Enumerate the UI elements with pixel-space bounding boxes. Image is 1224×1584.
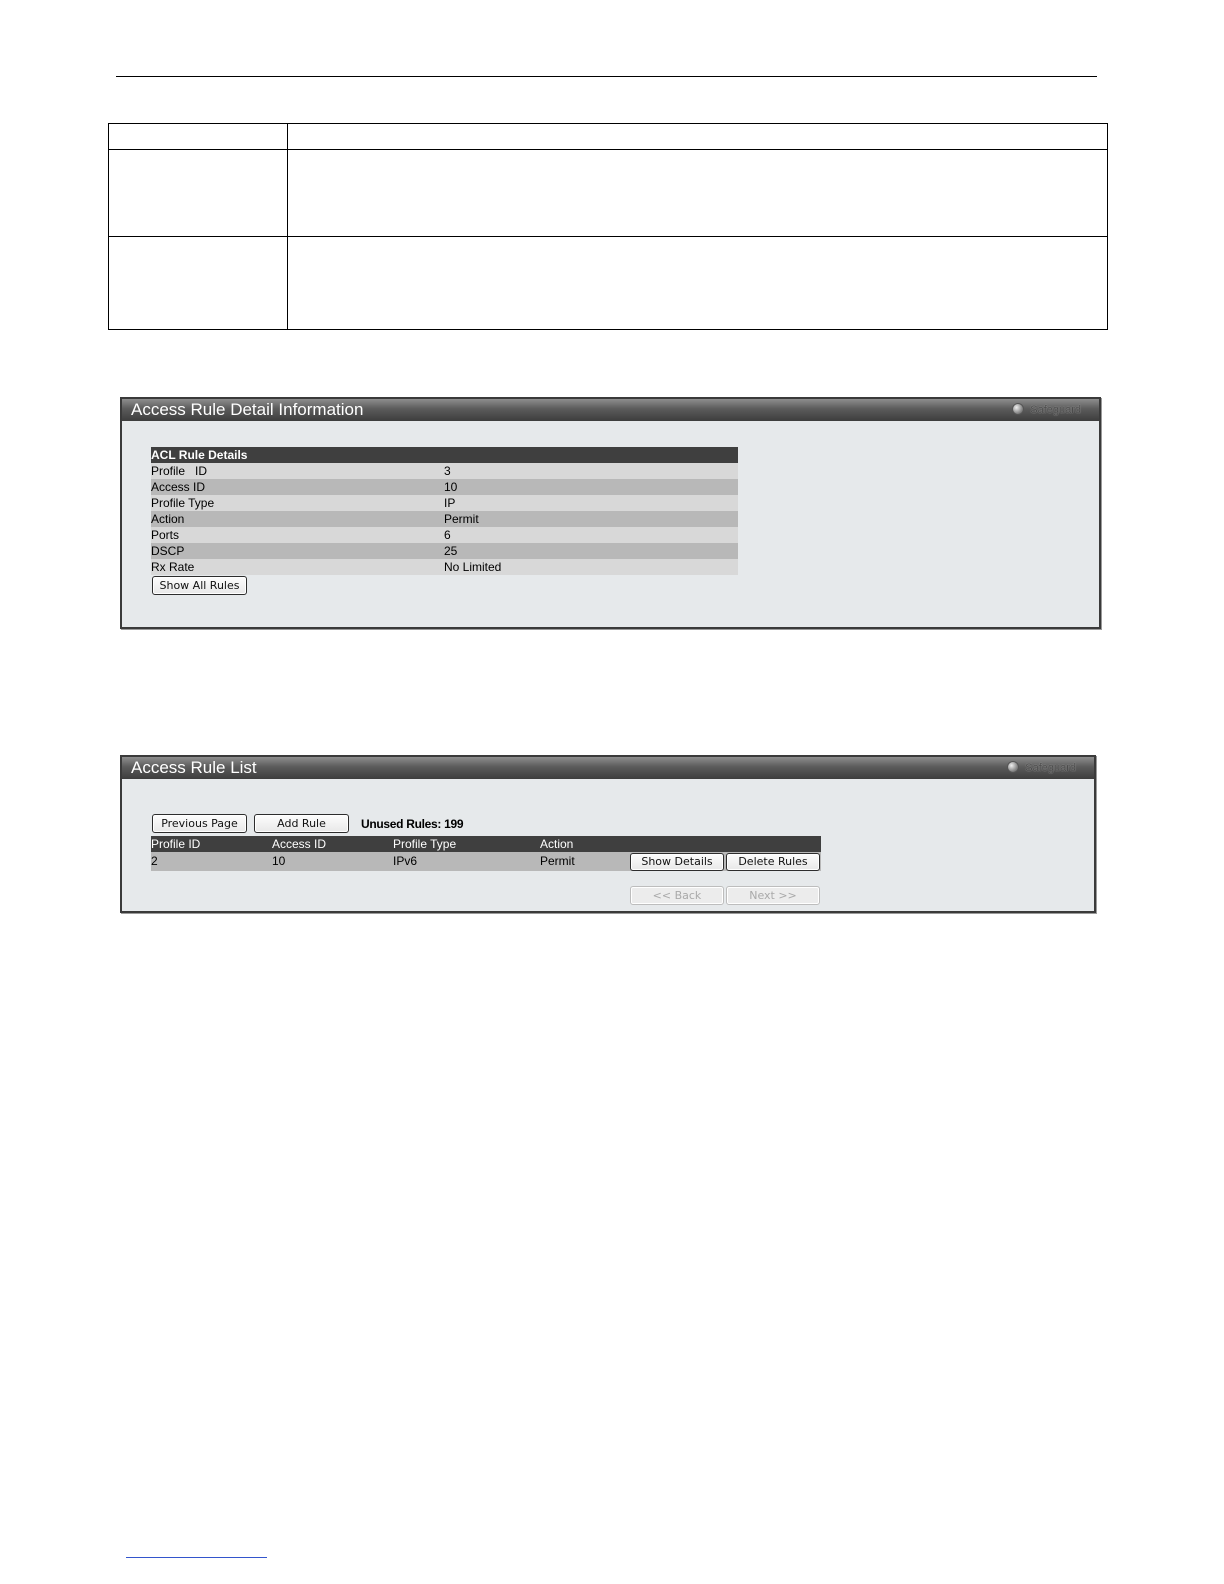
row-label: Action <box>151 512 185 526</box>
table-row <box>151 495 738 511</box>
table-row <box>151 511 738 527</box>
safeguard-indicator <box>1007 757 1076 779</box>
safeguard-label: Safeguard <box>1025 762 1076 774</box>
column-header: Profile ID <box>151 837 201 851</box>
row-label: Rx Rate <box>151 560 195 574</box>
list-table-header <box>151 836 821 852</box>
table-row <box>151 479 738 495</box>
column-header: Profile Type <box>393 837 457 851</box>
table-column-divider <box>287 124 288 329</box>
row-label: Ports <box>151 528 180 542</box>
next-button[interactable]: Next >> <box>726 886 820 905</box>
top-divider <box>116 76 1097 77</box>
column-header: Access ID <box>272 837 327 851</box>
action-cell: Permit <box>540 854 575 868</box>
row-value: IP <box>444 496 456 510</box>
row-value: 6 <box>444 528 451 542</box>
access-rule-list-panel <box>120 755 1096 913</box>
table-row <box>151 559 738 575</box>
show-details-button[interactable]: Show Details <box>630 853 724 871</box>
back-button[interactable]: << Back <box>630 886 724 905</box>
access-rule-detail-panel <box>120 397 1101 629</box>
show-all-rules-button[interactable]: Show All Rules <box>152 576 247 595</box>
access-id-cell: 10 <box>272 854 286 868</box>
table-row-divider <box>109 149 1107 150</box>
description-table <box>108 123 1108 330</box>
delete-rules-button[interactable]: Delete Rules <box>726 853 820 871</box>
table-row-divider <box>109 236 1107 237</box>
panel-title: Access Rule List <box>131 758 257 777</box>
previous-page-button[interactable]: Previous Page <box>152 814 247 833</box>
row-label: Access ID <box>151 480 206 494</box>
row-label: Profile ID <box>151 464 208 478</box>
acl-rule-details-table <box>151 447 738 575</box>
row-value: Permit <box>444 512 479 526</box>
panel-header <box>122 757 1094 779</box>
row-label: Profile Type <box>151 496 215 510</box>
row-value: No Limited <box>444 560 502 574</box>
table-row <box>151 527 738 543</box>
table-row <box>151 543 738 559</box>
add-rule-button[interactable]: Add Rule <box>254 814 349 833</box>
footer-link-underline <box>126 1557 267 1558</box>
table-header-label: ACL Rule Details <box>151 448 248 462</box>
panel-header <box>122 399 1099 421</box>
safeguard-label: Safeguard <box>1030 404 1081 416</box>
profile-type-cell: IPv6 <box>393 854 418 868</box>
safeguard-icon <box>1012 403 1024 415</box>
row-value: 3 <box>444 464 451 478</box>
table-header <box>151 447 738 463</box>
row-value: 25 <box>444 544 458 558</box>
safeguard-icon <box>1007 761 1019 773</box>
panel-title: Access Rule Detail Information <box>131 400 364 419</box>
safeguard-indicator <box>1012 399 1081 421</box>
profile-id-cell: 2 <box>151 854 158 868</box>
column-header: Action <box>540 837 574 851</box>
row-label: DSCP <box>151 544 185 558</box>
row-value: 10 <box>444 480 458 494</box>
unused-rules-count: Unused Rules: 199 <box>361 817 464 831</box>
table-row <box>151 463 738 479</box>
